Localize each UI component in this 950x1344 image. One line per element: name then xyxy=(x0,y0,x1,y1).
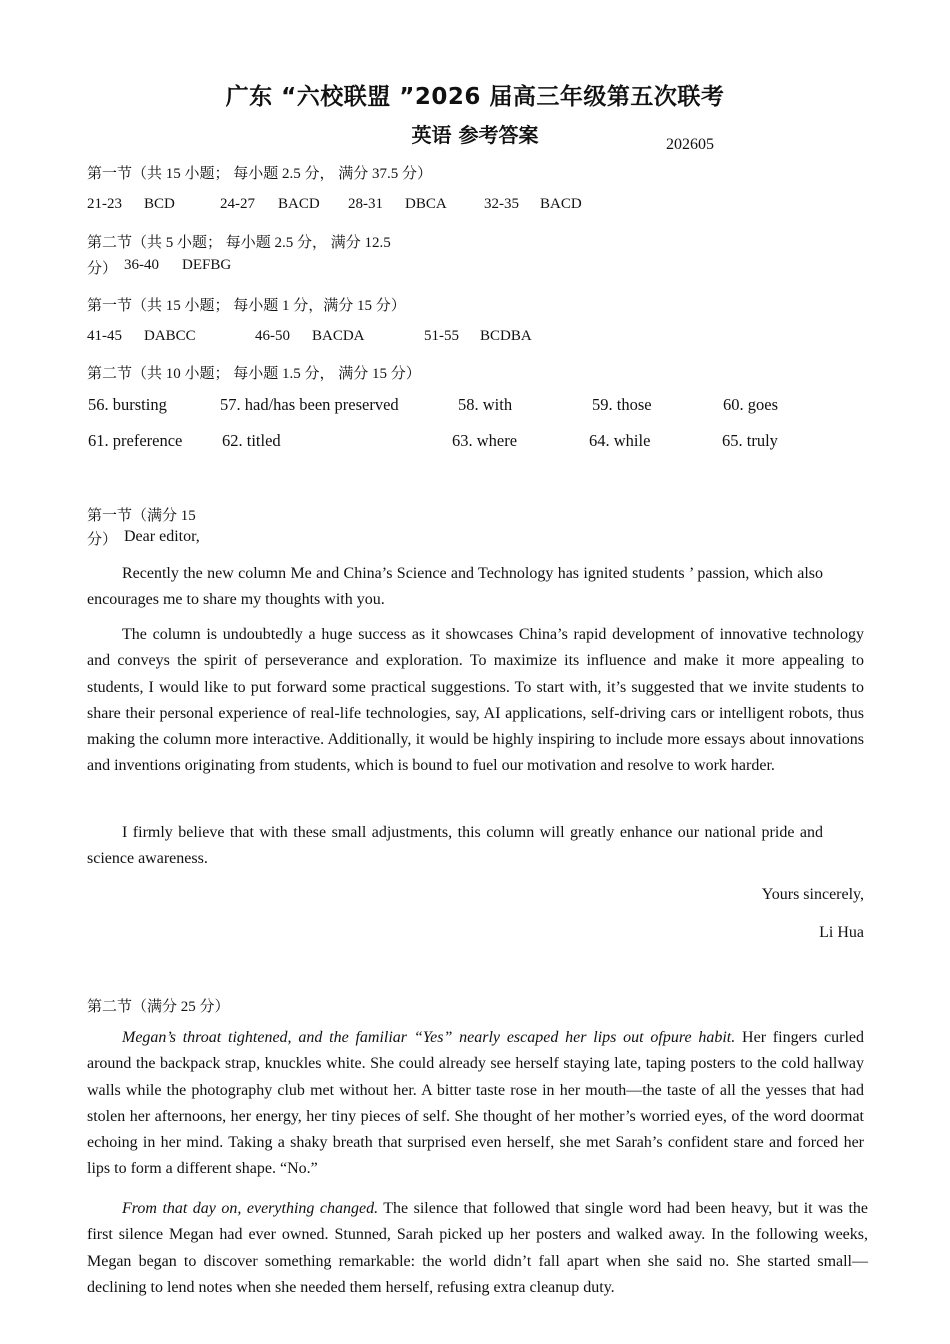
exam-date: 202605 xyxy=(666,136,714,153)
answer-key: DBCA xyxy=(405,196,447,212)
letter-paragraph-2: The column is undoubtedly a huge success as it showcases China’s rapid development of innovative technology and conveys the spirit of perseverance and exploration. To maximize its influence and make it more appealing to students, I would like to put forward some practical suggestions. To start with, it’s suggested that we invite students to share their personal experience of real-life technologies, say, AI applications, self-driving cars or intelligent robots, thus making the column more interactive. Additionally, it would be highly inspiring to include more essays about innovations and inventions originating from students, which is bound to fuel our motivation and resolve to work harder. xyxy=(87,626,864,775)
reading-section2-heading: 第二节（共 5 小题； 每小题 2.5 分， 满分 12.5 xyxy=(87,235,391,251)
writing-salutation-line xyxy=(0,528,950,548)
fill-answers-row-1 xyxy=(0,395,950,417)
fill-answer: 56. bursting xyxy=(88,395,167,414)
fill-answer: 62. titled xyxy=(222,431,281,450)
fill-answer: 57. had/has been preserved xyxy=(220,395,399,414)
writing-section1-heading: 第一节（满分 15 xyxy=(87,508,196,524)
fill-answer: 59. those xyxy=(592,395,652,414)
answer-key: DABCC xyxy=(144,328,196,344)
answer-key: BCDBA xyxy=(480,328,532,344)
answer-key: DEFBG xyxy=(182,257,232,273)
answer-key: BCD xyxy=(144,196,175,212)
answer-range: 46-50 xyxy=(255,328,290,344)
story-paragraph-1 xyxy=(87,1025,864,1183)
reading-section1-answers xyxy=(0,196,950,216)
fill-answer: 58. with xyxy=(458,395,513,414)
story-opening-sentence: Megan’s throat tightened, and the familiar “Yes” nearly escaped her lips out ofpure habit. xyxy=(122,1029,736,1046)
answer-key: BACD xyxy=(278,196,320,212)
fill-answers-row-2 xyxy=(0,431,950,453)
letter-paragraph-3: I firmly believe that with these small adjustments, this column will greatly enhance our national pride and science awareness. xyxy=(87,824,823,868)
answer-range: 36-40 xyxy=(124,257,159,273)
fill-answer: 65. truly xyxy=(722,431,778,450)
story-paragraph-2-text: The silence that followed that single word had been heavy, but it was the first silence Megan had ever owned. Stunned, Sarah picked up her posters and walked away. In the following weeks, Megan began to discover something remarkable: the world didn’t fall apart when she said no. She started small—declining to lend notes when she needed them herself, refusing extra cleanup duty. xyxy=(87,1200,868,1296)
letter-salutation: Dear editor, xyxy=(124,528,200,545)
language-section1-heading: 第一节（共 15 小题； 每小题 1 分，满分 15 分） xyxy=(87,298,406,314)
answer-key: BACD xyxy=(540,196,582,212)
language-section2-heading: 第二节（共 10 小题； 每小题 1.5 分， 满分 15 分） xyxy=(87,366,421,382)
answer-range: 32-35 xyxy=(484,196,519,212)
story-paragraph-2-opening: From that day on, everything changed. xyxy=(122,1200,379,1217)
answer-key: BACDA xyxy=(312,328,365,344)
fill-answer: 61. preference xyxy=(88,431,183,450)
letter-closing: Yours sincerely, xyxy=(761,886,864,903)
heading-continuation: 分） xyxy=(87,532,118,548)
answer-range: 28-31 xyxy=(348,196,383,212)
language-section1-answers xyxy=(0,328,950,348)
answer-range: 41-45 xyxy=(87,328,122,344)
reading-section1-heading: 第一节（共 15 小题； 每小题 2.5 分， 满分 37.5 分） xyxy=(87,166,433,182)
page-subtitle: 英语 参考答案 xyxy=(411,123,539,147)
letter-paragraph-1: Recently the new column Me and China’s Science and Technology has ignited students ’ passion, which also encourages me to share my thoughts with you. xyxy=(87,565,823,609)
answer-range: 24-27 xyxy=(220,196,255,212)
fill-answer: 63. where xyxy=(452,431,518,450)
answer-range: 51-55 xyxy=(424,328,459,344)
reading-section2-answers xyxy=(0,257,950,277)
story-paragraph-2 xyxy=(87,1196,868,1301)
story-paragraph-1-text: Her fingers curled around the backpack strap, knuckles white. She could already see herself staying late, taping posters to the cold hallway walls while the photography club met without her. A bitter taste rose in her mouth—the taste of all the yesses that had stolen her afternoons, her energy, her tiny pieces of self. She thought of her mother’s worried eyes, of the word doormat echoing in her mind. Taking a shaky breath that surprised even herself, she met Sarah’s confident stare and forced her lips to form a different shape. “No.” xyxy=(87,1029,865,1178)
heading-continuation: 分） xyxy=(87,261,118,277)
letter-signature-name: Li Hua xyxy=(819,924,864,941)
page-title: 广东 “六校联盟 ”2026 届高三年级第五次联考 xyxy=(225,84,725,110)
writing-section2-heading: 第二节（满分 25 分） xyxy=(87,999,230,1015)
fill-answer: 64. while xyxy=(589,431,651,450)
answer-range: 21-23 xyxy=(87,196,122,212)
fill-answer: 60. goes xyxy=(723,395,778,414)
